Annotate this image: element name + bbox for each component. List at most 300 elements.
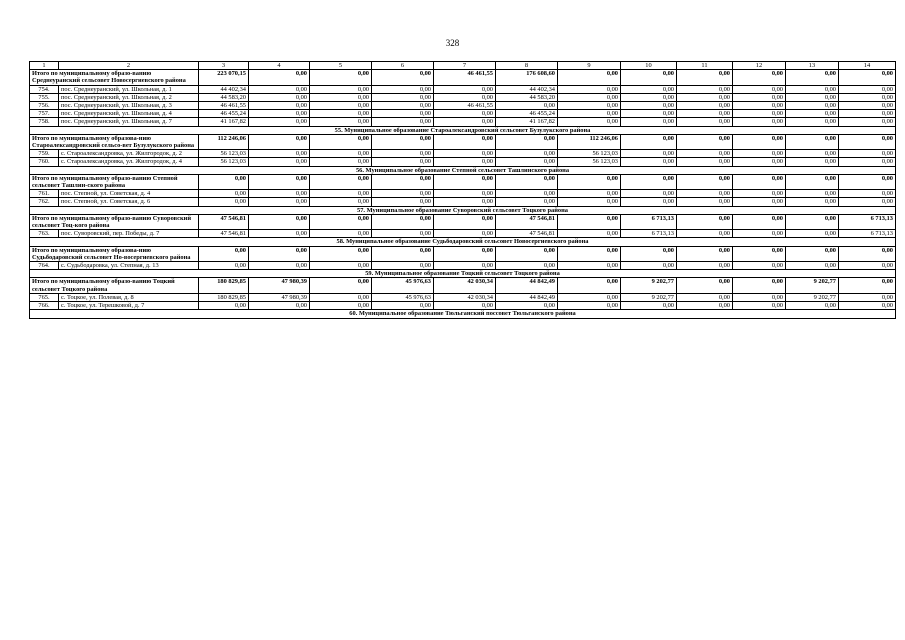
value-cell: 0,00 <box>677 230 733 238</box>
value-cell: 0,00 <box>372 230 434 238</box>
value-cell: 0,00 <box>558 85 621 93</box>
value-cell: 0,00 <box>621 110 677 118</box>
column-header: 5 <box>310 62 372 70</box>
value-cell: 0,00 <box>839 93 896 101</box>
value-cell: 0,00 <box>786 302 839 310</box>
value-cell: 0,00 <box>372 118 434 126</box>
value-cell: 0,00 <box>558 110 621 118</box>
value-cell: 44 583,20 <box>496 93 558 101</box>
value-cell: 0,00 <box>839 85 896 93</box>
value-cell: 0,00 <box>434 198 496 206</box>
value-cell: 0,00 <box>621 262 677 270</box>
total-value-cell: 0,00 <box>621 134 677 149</box>
total-value-cell: 0,00 <box>558 174 621 189</box>
value-cell: 56 123,03 <box>199 158 249 166</box>
value-cell: 44 583,20 <box>199 93 249 101</box>
value-cell: 0,00 <box>621 118 677 126</box>
total-label: Итого по муниципальному образо-ванию Степной сельсовет Ташлин-ского района <box>30 174 199 189</box>
total-label: Итого по муниципальному образо-ванию Тоцкий сельсовет Тоцкого района <box>30 278 199 293</box>
section-title: 55. Муниципальное образование Староалександровский сельсовет Бузулукского района <box>30 126 896 134</box>
address-cell: пос. Среднеуранский, ул. Школьная, д. 3 <box>59 102 199 110</box>
value-cell: 0,00 <box>621 85 677 93</box>
table-body <box>30 62 896 319</box>
section-title-row <box>30 126 896 134</box>
table-row <box>30 85 896 93</box>
value-cell: 0,00 <box>839 198 896 206</box>
value-cell: 0,00 <box>434 230 496 238</box>
table-row <box>30 110 896 118</box>
total-value-cell: 0,00 <box>434 174 496 189</box>
column-header: 3 <box>199 62 249 70</box>
table-row <box>30 190 896 198</box>
section-title-row <box>30 270 896 278</box>
total-value-cell: 0,00 <box>372 70 434 85</box>
value-cell: 44 402,34 <box>496 85 558 93</box>
row-number: 756. <box>30 102 59 110</box>
value-cell: 0,00 <box>733 158 786 166</box>
total-value-cell: 0,00 <box>677 278 733 293</box>
total-label: Итого по муниципальному образо-ванию Суворовский сельсовет Тоц-кого района <box>30 214 199 229</box>
total-value-cell: 0,00 <box>733 174 786 189</box>
value-cell: 0,00 <box>786 190 839 198</box>
value-cell: 56 123,03 <box>558 150 621 158</box>
value-cell: 0,00 <box>434 118 496 126</box>
value-cell: 0,00 <box>677 85 733 93</box>
value-cell: 0,00 <box>372 110 434 118</box>
total-value-cell: 0,00 <box>677 214 733 229</box>
column-header-row <box>30 62 896 70</box>
total-value-cell: 0,00 <box>839 174 896 189</box>
table-row <box>30 102 896 110</box>
value-cell: 0,00 <box>839 293 896 301</box>
value-cell: 42 030,34 <box>434 293 496 301</box>
total-value-cell: 44 842,49 <box>496 278 558 293</box>
value-cell: 0,00 <box>199 198 249 206</box>
total-row <box>30 246 896 261</box>
address-cell: пос. Среднеуранский, ул. Школьная, д. 4 <box>59 110 199 118</box>
value-cell: 0,00 <box>434 110 496 118</box>
section-title-row <box>30 238 896 246</box>
value-cell: 0,00 <box>372 102 434 110</box>
address-cell: с. Тоцкое, ул. Полевая, д. 8 <box>59 293 199 301</box>
row-number: 761. <box>30 190 59 198</box>
column-header: 9 <box>558 62 621 70</box>
value-cell: 0,00 <box>496 262 558 270</box>
total-value-cell: 0,00 <box>621 70 677 85</box>
value-cell: 0,00 <box>786 150 839 158</box>
total-value-cell: 0,00 <box>839 134 896 149</box>
total-value-cell: 0,00 <box>733 70 786 85</box>
value-cell: 0,00 <box>372 150 434 158</box>
table-row <box>30 262 896 270</box>
value-cell: 0,00 <box>434 262 496 270</box>
value-cell: 0,00 <box>786 262 839 270</box>
address-cell: пос. Суворовский, пер. Победы, д. 7 <box>59 230 199 238</box>
address-cell: с. Тоцкое, ул. Терешковой, д. 7 <box>59 302 199 310</box>
value-cell: 0,00 <box>372 158 434 166</box>
value-cell: 0,00 <box>199 302 249 310</box>
total-value-cell: 0,00 <box>310 134 372 149</box>
value-cell: 0,00 <box>621 190 677 198</box>
value-cell: 0,00 <box>733 198 786 206</box>
total-value-cell: 0,00 <box>372 214 434 229</box>
value-cell: 0,00 <box>310 110 372 118</box>
column-header: 4 <box>249 62 310 70</box>
total-value-cell: 0,00 <box>786 134 839 149</box>
value-cell: 0,00 <box>558 293 621 301</box>
value-cell: 0,00 <box>733 190 786 198</box>
value-cell: 0,00 <box>733 93 786 101</box>
total-value-cell: 0,00 <box>310 174 372 189</box>
value-cell: 0,00 <box>310 302 372 310</box>
row-number: 765. <box>30 293 59 301</box>
value-cell: 41 167,82 <box>496 118 558 126</box>
total-value-cell: 0,00 <box>310 70 372 85</box>
total-value-cell: 0,00 <box>621 246 677 261</box>
value-cell: 0,00 <box>558 93 621 101</box>
total-value-cell: 0,00 <box>839 246 896 261</box>
row-number: 757. <box>30 110 59 118</box>
total-value-cell: 0,00 <box>677 70 733 85</box>
table-row <box>30 198 896 206</box>
value-cell: 0,00 <box>786 93 839 101</box>
value-cell: 0,00 <box>839 190 896 198</box>
table-row <box>30 158 896 166</box>
value-cell: 0,00 <box>249 150 310 158</box>
value-cell: 0,00 <box>677 118 733 126</box>
table-row <box>30 293 896 301</box>
value-cell: 0,00 <box>786 110 839 118</box>
total-value-cell: 0,00 <box>786 214 839 229</box>
column-header: 7 <box>434 62 496 70</box>
value-cell: 0,00 <box>733 150 786 158</box>
total-value-cell: 0,00 <box>786 70 839 85</box>
value-cell: 0,00 <box>733 118 786 126</box>
value-cell: 0,00 <box>621 198 677 206</box>
address-cell: пос. Среднеуранский, ул. Школьная, д. 1 <box>59 85 199 93</box>
value-cell: 0,00 <box>677 93 733 101</box>
column-header: 6 <box>372 62 434 70</box>
section-title: 60. Муниципальное образование Тюльганский поссовет Тюльганского района <box>30 310 896 318</box>
total-value-cell: 0,00 <box>733 214 786 229</box>
row-number: 766. <box>30 302 59 310</box>
value-cell: 0,00 <box>249 198 310 206</box>
value-cell: 0,00 <box>310 85 372 93</box>
row-number: 763. <box>30 230 59 238</box>
value-cell: 0,00 <box>372 302 434 310</box>
total-value-cell: 0,00 <box>310 214 372 229</box>
total-value-cell: 47 546,81 <box>199 214 249 229</box>
total-value-cell: 0,00 <box>199 246 249 261</box>
value-cell: 0,00 <box>434 302 496 310</box>
address-cell: с. Судьбодаровка, ул. Степная, д. 13 <box>59 262 199 270</box>
total-value-cell: 42 030,34 <box>434 278 496 293</box>
value-cell: 0,00 <box>310 262 372 270</box>
total-value-cell: 0,00 <box>249 174 310 189</box>
value-cell: 0,00 <box>310 102 372 110</box>
total-value-cell: 9 202,77 <box>786 278 839 293</box>
total-value-cell: 112 246,06 <box>199 134 249 149</box>
value-cell: 0,00 <box>839 150 896 158</box>
value-cell: 0,00 <box>677 302 733 310</box>
value-cell: 0,00 <box>496 158 558 166</box>
value-cell: 0,00 <box>677 158 733 166</box>
value-cell: 0,00 <box>621 302 677 310</box>
table-row <box>30 302 896 310</box>
total-row <box>30 174 896 189</box>
value-cell: 0,00 <box>839 118 896 126</box>
total-value-cell: 0,00 <box>434 214 496 229</box>
value-cell: 0,00 <box>199 190 249 198</box>
value-cell: 0,00 <box>677 150 733 158</box>
value-cell: 0,00 <box>677 102 733 110</box>
value-cell: 0,00 <box>786 230 839 238</box>
value-cell: 0,00 <box>733 293 786 301</box>
value-cell: 0,00 <box>733 262 786 270</box>
value-cell: 0,00 <box>677 293 733 301</box>
total-value-cell: 0,00 <box>733 246 786 261</box>
total-value-cell: 0,00 <box>199 174 249 189</box>
value-cell: 0,00 <box>677 190 733 198</box>
value-cell: 0,00 <box>558 230 621 238</box>
value-cell: 0,00 <box>249 85 310 93</box>
value-cell: 0,00 <box>786 118 839 126</box>
total-value-cell: 46 461,55 <box>434 70 496 85</box>
value-cell: 0,00 <box>310 190 372 198</box>
total-value-cell: 0,00 <box>249 70 310 85</box>
total-value-cell: 112 246,06 <box>558 134 621 149</box>
value-cell: 0,00 <box>310 158 372 166</box>
total-value-cell: 0,00 <box>310 278 372 293</box>
value-cell: 0,00 <box>786 85 839 93</box>
value-cell: 0,00 <box>249 102 310 110</box>
column-header: 13 <box>786 62 839 70</box>
total-value-cell: 0,00 <box>677 246 733 261</box>
value-cell: 0,00 <box>372 85 434 93</box>
section-title: 59. Муниципальное образование Тоцкий сельсовет Тоцкого района <box>30 270 896 278</box>
value-cell: 0,00 <box>621 150 677 158</box>
value-cell: 0,00 <box>496 198 558 206</box>
total-value-cell: 0,00 <box>558 246 621 261</box>
address-cell: пос. Степной, ул. Советская, д. 4 <box>59 190 199 198</box>
section-title-row <box>30 166 896 174</box>
value-cell: 0,00 <box>249 110 310 118</box>
total-row <box>30 278 896 293</box>
table-row <box>30 118 896 126</box>
value-cell: 0,00 <box>839 158 896 166</box>
total-value-cell: 45 976,63 <box>372 278 434 293</box>
table-row <box>30 150 896 158</box>
address-cell: с. Староалександровка, ул. Жилгородок, д. 2 <box>59 150 199 158</box>
total-value-cell: 0,00 <box>372 246 434 261</box>
column-header: 2 <box>59 62 199 70</box>
value-cell: 0,00 <box>372 198 434 206</box>
value-cell: 0,00 <box>733 302 786 310</box>
total-value-cell: 6 713,13 <box>621 214 677 229</box>
value-cell: 0,00 <box>372 190 434 198</box>
value-cell: 44 402,34 <box>199 85 249 93</box>
value-cell: 56 123,03 <box>558 158 621 166</box>
row-number: 759. <box>30 150 59 158</box>
value-cell: 0,00 <box>496 190 558 198</box>
total-row <box>30 70 896 85</box>
total-value-cell: 180 829,85 <box>199 278 249 293</box>
total-value-cell: 0,00 <box>249 246 310 261</box>
value-cell: 0,00 <box>249 118 310 126</box>
value-cell: 0,00 <box>677 110 733 118</box>
value-cell: 0,00 <box>558 198 621 206</box>
value-cell: 0,00 <box>434 190 496 198</box>
section-title-row <box>30 206 896 214</box>
value-cell: 0,00 <box>558 118 621 126</box>
value-cell: 46 461,55 <box>199 102 249 110</box>
value-cell: 46 461,55 <box>434 102 496 110</box>
row-number: 762. <box>30 198 59 206</box>
value-cell: 0,00 <box>434 150 496 158</box>
value-cell: 47 980,39 <box>249 293 310 301</box>
total-value-cell: 0,00 <box>786 174 839 189</box>
value-cell: 0,00 <box>621 102 677 110</box>
total-label: Итого по муниципальному образова-нию Староалександровский сельсо-вет Бузулукского района <box>30 134 199 149</box>
value-cell: 0,00 <box>496 150 558 158</box>
total-value-cell: 0,00 <box>372 174 434 189</box>
value-cell: 0,00 <box>558 102 621 110</box>
value-cell: 0,00 <box>733 230 786 238</box>
value-cell: 0,00 <box>786 198 839 206</box>
value-cell: 0,00 <box>372 93 434 101</box>
total-value-cell: 0,00 <box>558 214 621 229</box>
row-number: 758. <box>30 118 59 126</box>
value-cell: 47 546,81 <box>496 230 558 238</box>
value-cell: 0,00 <box>310 230 372 238</box>
total-value-cell: 0,00 <box>496 246 558 261</box>
value-cell: 56 123,03 <box>199 150 249 158</box>
value-cell: 44 842,49 <box>496 293 558 301</box>
total-value-cell: 9 202,77 <box>621 278 677 293</box>
total-value-cell: 0,00 <box>677 134 733 149</box>
total-value-cell: 0,00 <box>434 134 496 149</box>
total-value-cell: 0,00 <box>733 134 786 149</box>
total-value-cell: 0,00 <box>496 174 558 189</box>
total-label: Итого по муниципальному образо-ванию Среднеуранский сельсовет Новосергиевского района <box>30 70 199 85</box>
total-value-cell: 0,00 <box>733 278 786 293</box>
total-value-cell: 0,00 <box>621 174 677 189</box>
value-cell: 47 546,81 <box>199 230 249 238</box>
address-cell: пос. Среднеуранский, ул. Школьная, д. 2 <box>59 93 199 101</box>
value-cell: 41 167,82 <box>199 118 249 126</box>
value-cell: 6 713,13 <box>839 230 896 238</box>
section-title-row <box>30 310 896 318</box>
value-cell: 0,00 <box>558 190 621 198</box>
column-header: 1 <box>30 62 59 70</box>
value-cell: 0,00 <box>310 293 372 301</box>
column-header: 8 <box>496 62 558 70</box>
total-value-cell: 0,00 <box>372 134 434 149</box>
value-cell: 0,00 <box>733 102 786 110</box>
total-value-cell: 0,00 <box>677 174 733 189</box>
value-cell: 0,00 <box>199 262 249 270</box>
total-value-cell: 47 980,39 <box>249 278 310 293</box>
value-cell: 0,00 <box>434 93 496 101</box>
value-cell: 0,00 <box>786 102 839 110</box>
value-cell: 0,00 <box>733 85 786 93</box>
value-cell: 0,00 <box>249 190 310 198</box>
value-cell: 0,00 <box>310 118 372 126</box>
row-number: 764. <box>30 262 59 270</box>
total-value-cell: 0,00 <box>558 70 621 85</box>
address-cell: с. Староалександровка, ул. Жилгородок, д. 4 <box>59 158 199 166</box>
total-value-cell: 176 608,60 <box>496 70 558 85</box>
value-cell: 46 455,24 <box>199 110 249 118</box>
section-title: 57. Муниципальное образование Суворовский сельсовет Тоцкого района <box>30 206 896 214</box>
value-cell: 0,00 <box>558 302 621 310</box>
section-title: 56. Муниципальное образование Степной сельсовет Ташлинского района <box>30 166 896 174</box>
value-cell: 9 202,77 <box>786 293 839 301</box>
total-label: Итого по муниципальному образова-нию Судьбодаровский сельсовет Но-восергиевского района <box>30 246 199 261</box>
budget-table <box>29 61 896 319</box>
total-value-cell: 0,00 <box>786 246 839 261</box>
value-cell: 0,00 <box>839 102 896 110</box>
value-cell: 0,00 <box>677 198 733 206</box>
address-cell: пос. Степной, ул. Советская, д. 6 <box>59 198 199 206</box>
row-number: 754. <box>30 85 59 93</box>
value-cell: 0,00 <box>249 93 310 101</box>
value-cell: 0,00 <box>621 93 677 101</box>
value-cell: 0,00 <box>434 85 496 93</box>
total-value-cell: 0,00 <box>310 246 372 261</box>
total-value-cell: 0,00 <box>839 70 896 85</box>
value-cell: 0,00 <box>249 302 310 310</box>
value-cell: 0,00 <box>839 262 896 270</box>
value-cell: 0,00 <box>310 150 372 158</box>
value-cell: 180 829,85 <box>199 293 249 301</box>
value-cell: 0,00 <box>372 262 434 270</box>
value-cell: 0,00 <box>310 198 372 206</box>
total-value-cell: 47 546,81 <box>496 214 558 229</box>
total-value-cell: 0,00 <box>249 214 310 229</box>
value-cell: 0,00 <box>310 93 372 101</box>
column-header: 11 <box>677 62 733 70</box>
value-cell: 0,00 <box>839 110 896 118</box>
value-cell: 0,00 <box>839 302 896 310</box>
total-row <box>30 214 896 229</box>
table-row <box>30 230 896 238</box>
value-cell: 45 976,63 <box>372 293 434 301</box>
address-cell: пос. Среднеуранский, ул. Школьная, д. 7 <box>59 118 199 126</box>
table-row <box>30 93 896 101</box>
value-cell: 0,00 <box>249 230 310 238</box>
total-value-cell: 0,00 <box>558 278 621 293</box>
column-header: 10 <box>621 62 677 70</box>
value-cell: 0,00 <box>621 158 677 166</box>
value-cell: 0,00 <box>677 262 733 270</box>
value-cell: 0,00 <box>558 262 621 270</box>
total-value-cell: 223 070,15 <box>199 70 249 85</box>
value-cell: 0,00 <box>496 302 558 310</box>
value-cell: 0,00 <box>434 158 496 166</box>
value-cell: 9 202,77 <box>621 293 677 301</box>
value-cell: 0,00 <box>733 110 786 118</box>
row-number: 755. <box>30 93 59 101</box>
total-value-cell: 6 713,13 <box>839 214 896 229</box>
column-header: 12 <box>733 62 786 70</box>
total-value-cell: 0,00 <box>839 278 896 293</box>
column-header: 14 <box>839 62 896 70</box>
value-cell: 0,00 <box>496 102 558 110</box>
page-number: 328 <box>445 38 460 48</box>
total-value-cell: 0,00 <box>249 134 310 149</box>
total-row <box>30 134 896 149</box>
